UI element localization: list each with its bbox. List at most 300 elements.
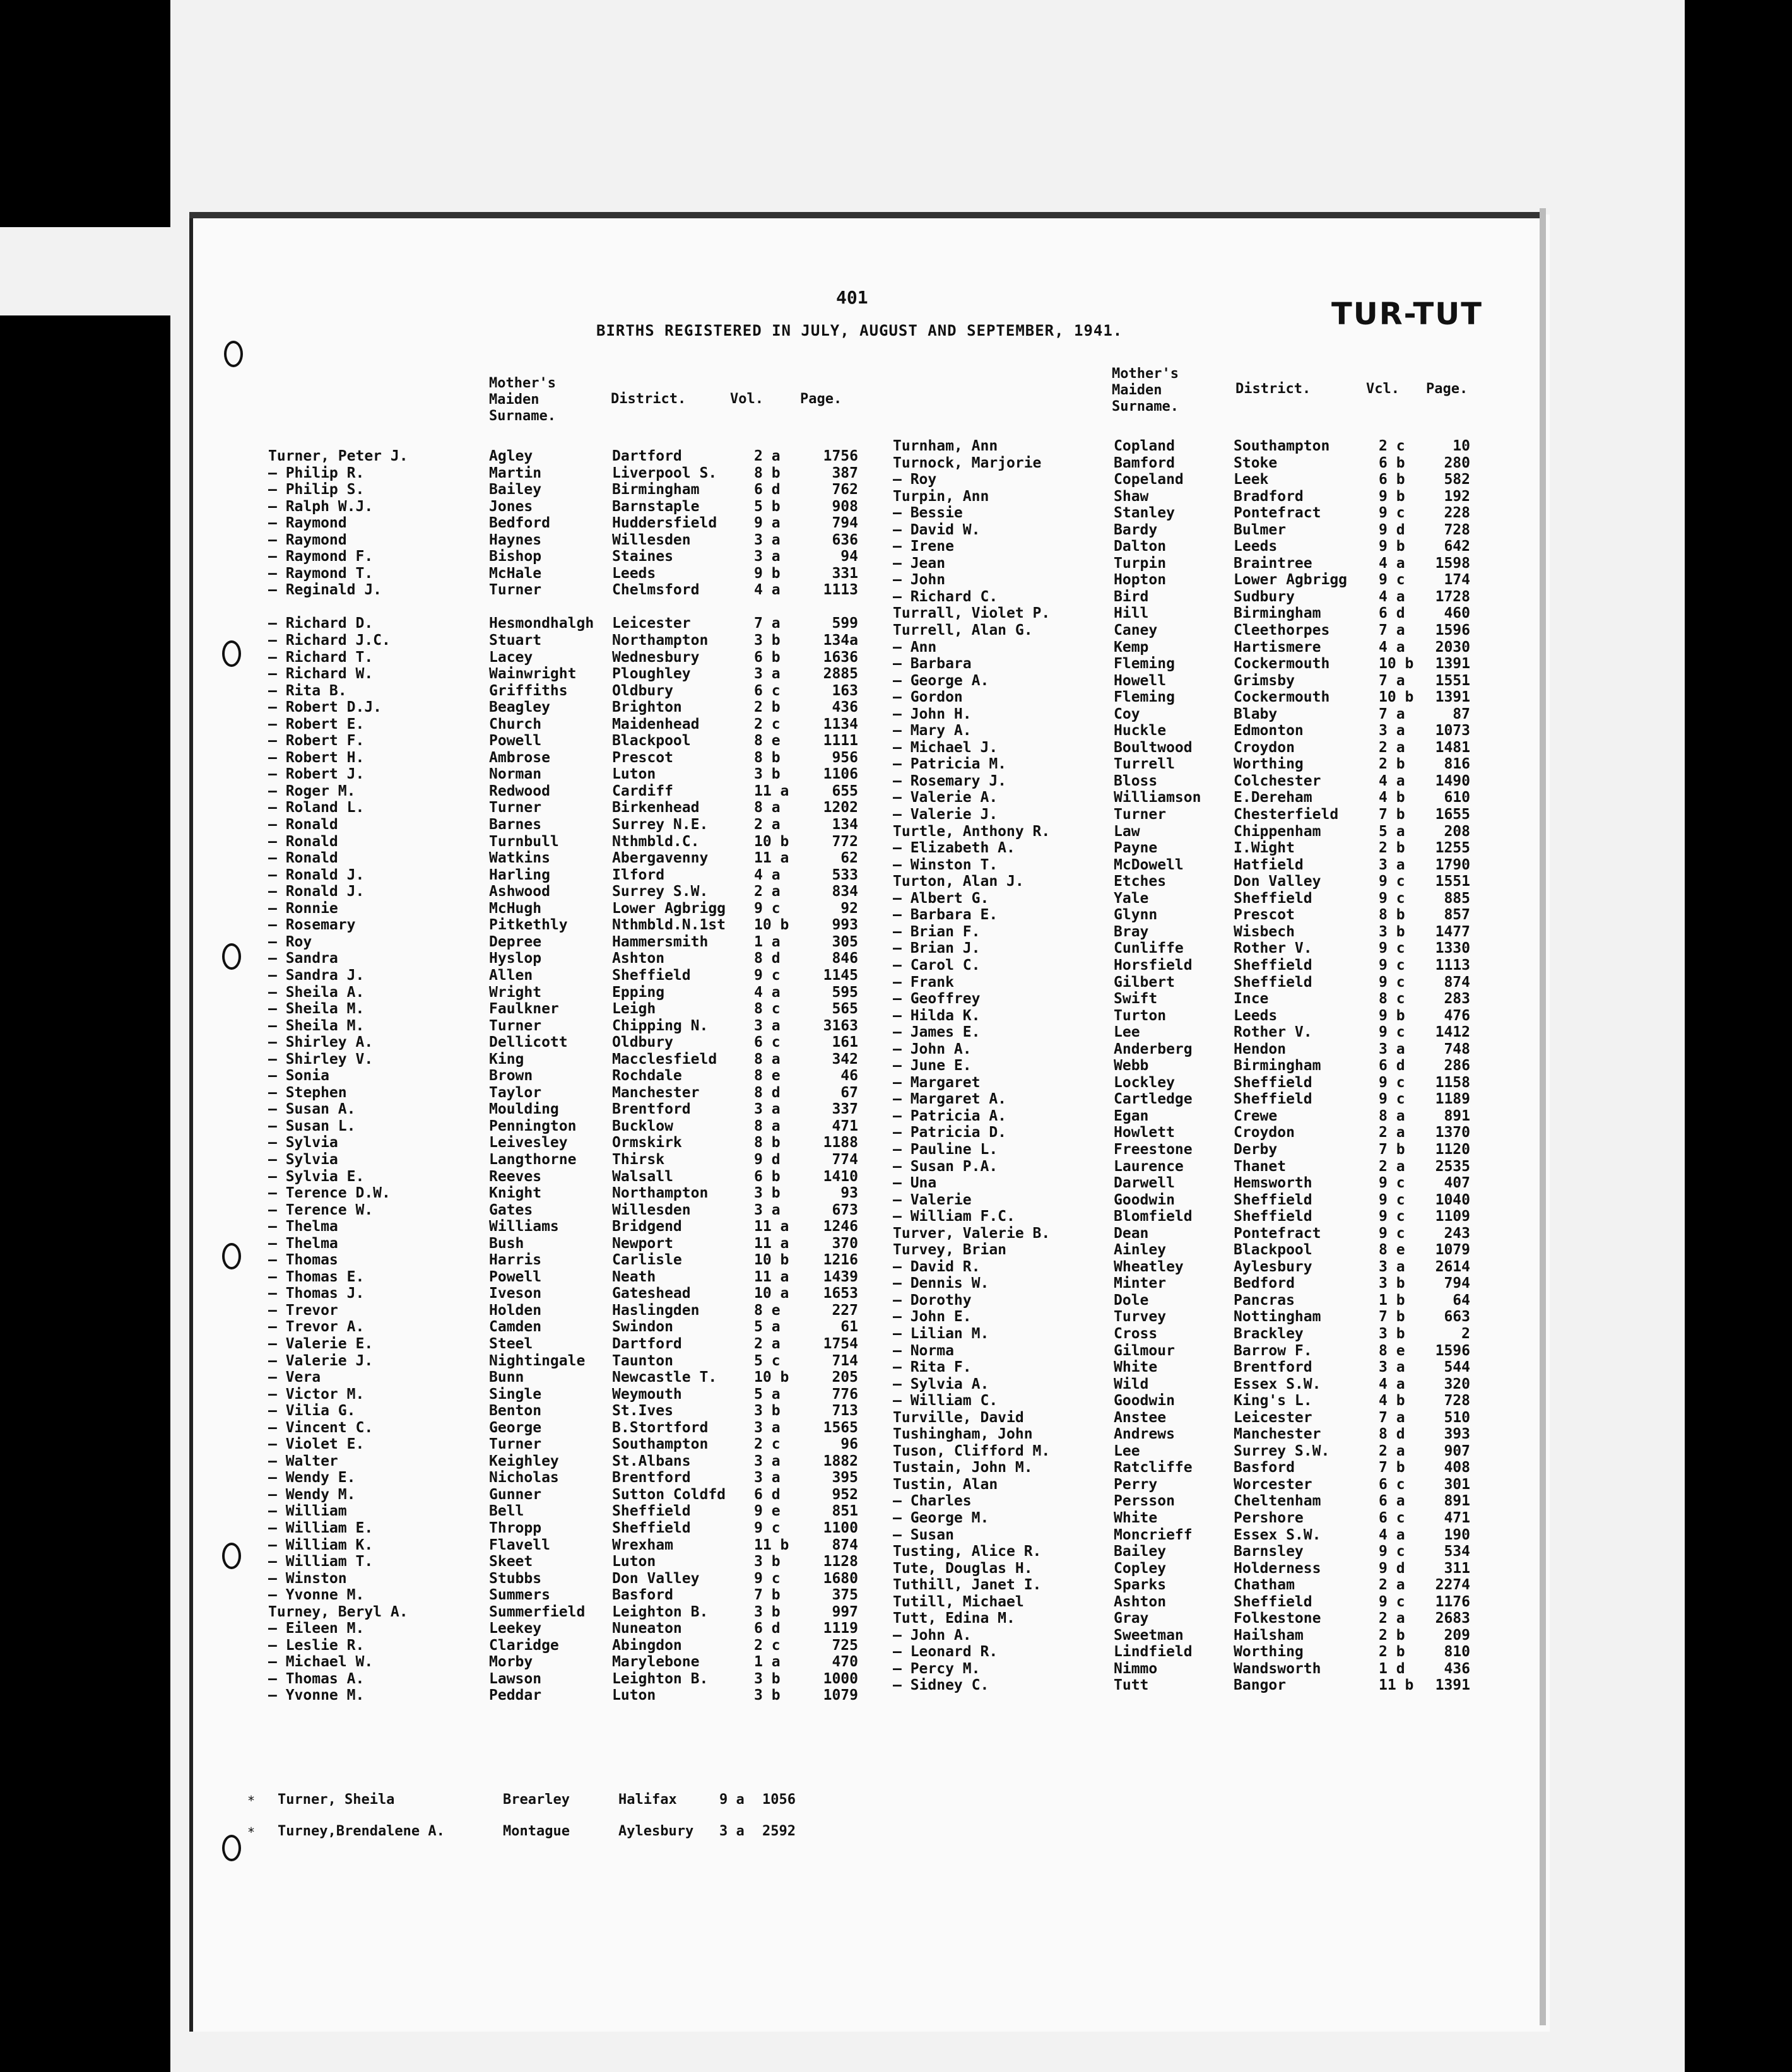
- entry-row: [268, 883, 858, 900]
- entry-name: — Wendy E.: [268, 1469, 356, 1486]
- entry-vol: 7 a: [1379, 622, 1405, 639]
- scan-edge: [0, 227, 170, 315]
- entry-vol: 7 b: [1379, 1141, 1405, 1158]
- entry-vol: 6 b: [754, 1168, 781, 1185]
- entry-page: 857: [1444, 907, 1470, 924]
- entry-vol: 8 b: [754, 464, 781, 481]
- entry-district: Hatfield: [1234, 856, 1304, 873]
- entry-vol: 7 a: [754, 615, 781, 632]
- entry-row: [268, 1403, 858, 1420]
- entry-vol: 3 b: [754, 1603, 781, 1620]
- entry-name: — Valerie A.: [893, 789, 998, 806]
- entry-vol: 2 b: [754, 699, 781, 716]
- entry-row: [893, 673, 1470, 690]
- entry-district: Surrey S.W.: [612, 883, 709, 900]
- entry-page: 891: [1444, 1493, 1470, 1510]
- entry-mother: Turner: [489, 1017, 542, 1034]
- entry-mother: Watkins: [489, 850, 550, 867]
- entry-page: 1882: [823, 1452, 858, 1469]
- entry-vol: 2 a: [1379, 1442, 1405, 1459]
- entry-vol: 7 b: [1379, 1309, 1405, 1326]
- entry-page: 320: [1444, 1375, 1470, 1392]
- entry-page: 243: [1444, 1225, 1470, 1242]
- entry-row: [268, 1118, 858, 1135]
- entry-name: — John A.: [893, 1040, 972, 1057]
- entry-row: [268, 716, 858, 733]
- entry-page: 1598: [1435, 555, 1470, 572]
- entry-row: [268, 1252, 858, 1269]
- entry-mother: Camden: [489, 1319, 542, 1336]
- entry-page: 2592: [762, 1823, 796, 1839]
- entry-page: 774: [832, 1151, 858, 1168]
- entry-page: 375: [832, 1587, 858, 1604]
- entry-row: [893, 471, 1470, 488]
- entry-vol: 7 b: [1379, 1459, 1405, 1476]
- entry-mother: Blomfield: [1114, 1208, 1193, 1225]
- entry-mother: Egan: [1114, 1107, 1149, 1124]
- entry-mother: Lacey: [489, 649, 533, 666]
- entry-name: Tuthill, Janet I.: [893, 1577, 1042, 1594]
- entry-vol: 1 a: [754, 933, 781, 950]
- entry-mother: Freestone: [1114, 1141, 1193, 1158]
- entry-page: 460: [1444, 605, 1470, 622]
- entry-name: — Ann: [893, 639, 937, 656]
- entry-name: — William F.C.: [893, 1208, 1015, 1225]
- entry-name: — Vilia G.: [268, 1403, 356, 1420]
- entry-name: Tusting, Alice R.: [893, 1543, 1042, 1560]
- entry-row: [268, 1503, 858, 1520]
- entry-name: — Philip R.: [268, 464, 365, 481]
- entry-row: [268, 632, 858, 649]
- entry-row: [893, 873, 1470, 890]
- entry-name: — Ralph W.J.: [268, 498, 374, 515]
- entry-mother: Anstee: [1114, 1409, 1167, 1426]
- entry-district: Luton: [612, 1553, 656, 1570]
- entry-page: 87: [1453, 705, 1470, 722]
- entry-mother: Turner: [489, 1436, 542, 1453]
- entry-mother: Griffiths: [489, 682, 568, 699]
- entry-district: Basford: [612, 1587, 673, 1604]
- entry-row: [268, 833, 858, 851]
- entry-row: [893, 1292, 1470, 1309]
- entry-vol: 3 a: [754, 1201, 781, 1218]
- entry-mother: Coy: [1114, 705, 1140, 722]
- entry-district: Leek: [1234, 471, 1269, 488]
- entry-row: [268, 1386, 858, 1403]
- entry-mother: White: [1114, 1359, 1158, 1376]
- entry-vol: 2 b: [1379, 840, 1405, 857]
- entry-mother: Anderberg: [1114, 1040, 1193, 1057]
- entry-mother: Nicholas: [489, 1469, 559, 1486]
- entry-page: 874: [832, 1536, 858, 1553]
- entry-district: Rochdale: [612, 1068, 682, 1085]
- entry-mother: Dalton: [1114, 538, 1167, 555]
- entry-name: — Robert D.J.: [268, 699, 382, 716]
- entry-district: Sheffield: [1234, 890, 1312, 907]
- entry-page: 1680: [823, 1570, 858, 1587]
- entry-district: Walsall: [612, 1168, 673, 1185]
- entry-page: 283: [1444, 991, 1470, 1008]
- entry-mother: Harris: [489, 1252, 542, 1269]
- entry-vol: 4 a: [1379, 588, 1405, 605]
- entry-mother: Turnbull: [489, 833, 559, 850]
- entry-row: [893, 1594, 1470, 1611]
- entry-district: Wrexham: [612, 1536, 673, 1553]
- entry-mother: Jones: [489, 498, 533, 515]
- entry-page: 874: [1444, 974, 1470, 991]
- entry-mother: Horsfield: [1114, 957, 1193, 974]
- entry-vol: 3 b: [754, 1185, 781, 1202]
- entry-mother: Allen: [489, 967, 533, 984]
- asterisk-marker: *: [247, 1793, 256, 1808]
- entry-vol: 3 a: [1379, 1359, 1405, 1376]
- entry-district: Blackpool: [612, 733, 691, 750]
- entry-district: Barnstaple: [612, 498, 700, 515]
- entry-row: [268, 950, 858, 967]
- entry-mother: Bell: [489, 1503, 524, 1520]
- entry-district: Southampton: [1234, 438, 1330, 454]
- entry-page: 599: [832, 615, 858, 632]
- entry-name: — George M.: [893, 1510, 989, 1526]
- entry-row: [268, 1687, 858, 1704]
- entry-row: [268, 1420, 858, 1437]
- entry-vol: 6 b: [1379, 454, 1405, 471]
- entry-district: Brentford: [612, 1101, 691, 1118]
- entry-row: [893, 857, 1470, 874]
- entry-row: [893, 974, 1470, 991]
- entry-name: Turville, David: [893, 1409, 1024, 1426]
- entry-mother: Payne: [1114, 840, 1158, 857]
- entry-page: 1113: [1435, 957, 1470, 974]
- entry-mother: Single: [489, 1386, 542, 1403]
- entry-page: 907: [1444, 1442, 1470, 1459]
- entry-name: — John A.: [893, 1627, 972, 1644]
- entry-name: — Lilian M.: [893, 1325, 989, 1342]
- header-vol: Vol.: [730, 391, 763, 407]
- entry-name: — John H.: [893, 705, 972, 722]
- entry-row: [268, 699, 858, 716]
- entry-vol: 6 c: [1379, 1510, 1405, 1526]
- entry-district: Croydon: [1234, 1124, 1295, 1141]
- entry-district: Bucklow: [612, 1117, 673, 1134]
- entry-mother: Wheatley: [1114, 1258, 1184, 1275]
- addendum-row: [278, 1792, 858, 1811]
- entry-vol: 3 a: [1379, 1258, 1405, 1275]
- entry-mother: Fleming: [1114, 656, 1175, 673]
- entry-vol: 8 a: [754, 1051, 781, 1068]
- entry-row: [268, 1671, 858, 1688]
- entry-page: 1106: [823, 766, 858, 783]
- entry-district: Pontefract: [1234, 505, 1321, 522]
- entry-district: Aylesbury: [1234, 1258, 1312, 1275]
- entry-mother: McHale: [489, 565, 542, 582]
- entry-district: Lower Agbrigg: [1234, 572, 1348, 589]
- entry-district: Maidenhead: [612, 715, 700, 733]
- entry-vol: 10 b: [1379, 656, 1414, 673]
- entry-page: 286: [1444, 1057, 1470, 1074]
- entry-row: [893, 1259, 1470, 1276]
- entry-vol: 8 b: [1379, 907, 1405, 924]
- entry-row: [268, 532, 858, 549]
- entry-row: [268, 1353, 858, 1370]
- entry-district: Marylebone: [612, 1654, 700, 1671]
- entry-district: Weymouth: [612, 1386, 682, 1403]
- entry-page: 1079: [823, 1687, 858, 1704]
- entry-name: — Rosemary J.: [893, 772, 1007, 789]
- header-mothers-maiden-right: Mother's Maiden Surname.: [1112, 366, 1179, 415]
- entry-name: — Richard J.C.: [268, 632, 391, 649]
- entry-row: [268, 967, 858, 984]
- entry-page: 2885: [823, 666, 858, 683]
- entry-vol: 9 a: [754, 515, 781, 532]
- entry-row: [268, 934, 858, 951]
- entry-name: — Dennis W.: [893, 1275, 989, 1292]
- entry-row: [268, 1134, 858, 1151]
- entry-vol: 4 b: [1379, 789, 1405, 806]
- entry-district: Chatham: [1234, 1577, 1295, 1594]
- entry-row: [268, 498, 858, 515]
- entry-row: [893, 1459, 1470, 1476]
- entry-district: Worthing: [1234, 1644, 1304, 1661]
- entry-name: — Valerie: [893, 1191, 972, 1208]
- entry-row: [893, 639, 1470, 656]
- entry-vol: 8 b: [754, 1134, 781, 1151]
- entry-vol: 1 b: [1379, 1292, 1405, 1309]
- entry-name: — William: [268, 1503, 347, 1520]
- entry-vol: 9 c: [754, 967, 781, 984]
- entry-vol: 4 a: [1379, 639, 1405, 656]
- entry-row: [893, 1493, 1470, 1510]
- entry-name: — Roland L.: [268, 799, 365, 816]
- entry-district: Leicester: [1234, 1409, 1312, 1426]
- entry-vol: 2 a: [1379, 1577, 1405, 1594]
- entry-mother: Hesmondhalgh: [489, 615, 594, 632]
- entry-page: 673: [832, 1201, 858, 1218]
- entry-page: 728: [1444, 1392, 1470, 1410]
- entry-vol: 6 c: [754, 682, 781, 699]
- entry-row: [268, 1453, 858, 1470]
- entry-mother: Darwell: [1114, 1175, 1175, 1192]
- entry-mother: Turton: [1114, 1007, 1167, 1024]
- entry-district: Chelmsford: [612, 582, 700, 599]
- entry-vol: 3 b: [754, 1687, 781, 1704]
- entry-district: Leighton B.: [612, 1603, 709, 1620]
- entry-row: [893, 522, 1470, 539]
- entry-district: Haslingden: [612, 1302, 700, 1319]
- entry-mother: Moulding: [489, 1101, 559, 1118]
- entry-name: — Sylvia A.: [893, 1375, 989, 1392]
- entry-district: Northampton: [612, 632, 709, 649]
- entry-row: [268, 1218, 858, 1235]
- entry-page: 1565: [823, 1419, 858, 1436]
- entry-vol: 9 c: [1379, 974, 1405, 991]
- entry-mother: George: [489, 1419, 542, 1436]
- entry-page: 1439: [823, 1268, 858, 1285]
- entry-district: Luton: [612, 766, 656, 783]
- entry-row: [893, 538, 1470, 555]
- entry-vol: 9 d: [1379, 521, 1405, 538]
- entry-row: [893, 572, 1470, 589]
- entry-name: — Leslie R.: [268, 1637, 365, 1654]
- entry-vol: 6 c: [1379, 1476, 1405, 1493]
- entry-row: [893, 622, 1470, 639]
- entry-row: [268, 1068, 858, 1085]
- entry-page: 1412: [1435, 1024, 1470, 1041]
- entry-page: 227: [832, 1302, 858, 1319]
- entry-name: Turney, Beryl A.: [268, 1603, 408, 1620]
- entry-vol: 10 b: [754, 1252, 789, 1269]
- entry-page: 725: [832, 1637, 858, 1654]
- entry-name: — Roy: [893, 471, 937, 488]
- entry-name: Tutill, Michael: [893, 1593, 1024, 1610]
- entry-vol: 9 a: [719, 1792, 745, 1808]
- entry-vol: 2 b: [1379, 1627, 1405, 1644]
- entry-vol: 3 a: [754, 1419, 781, 1436]
- entry-district: Leeds: [612, 565, 656, 582]
- entry-page: 1079: [1435, 1242, 1470, 1259]
- entry-row: [893, 1124, 1470, 1141]
- entry-vol: 4 a: [1379, 772, 1405, 789]
- entry-page: 728: [1444, 521, 1470, 538]
- entry-row: [893, 1510, 1470, 1527]
- entry-district: Leicester: [612, 615, 691, 632]
- entry-page: 776: [832, 1386, 858, 1403]
- entry-name: — Shirley V.: [268, 1051, 374, 1068]
- entry-row: [268, 816, 858, 833]
- entry-district: St.Albans: [612, 1452, 691, 1469]
- entry-mother: Lindfield: [1114, 1644, 1193, 1661]
- entry-page: 1202: [823, 799, 858, 816]
- entry-row: [268, 1637, 858, 1654]
- entry-mother: Huckle: [1114, 722, 1167, 739]
- entry-mother: Claridge: [489, 1637, 559, 1654]
- entry-name: — Albert G.: [893, 890, 989, 907]
- entry-name: — Eileen M.: [268, 1620, 365, 1637]
- entry-mother: McHugh: [489, 900, 542, 917]
- entry-page: 642: [1444, 538, 1470, 555]
- entry-mother: Summers: [489, 1587, 550, 1604]
- entry-district: Bradford: [1234, 488, 1304, 505]
- entry-page: 64: [1453, 1292, 1470, 1309]
- entry-page: 370: [832, 1235, 858, 1252]
- entry-row: [268, 1336, 858, 1353]
- entry-vol: 8 e: [754, 733, 781, 750]
- entry-row: [268, 448, 858, 465]
- entry-mother: Ratcliffe: [1114, 1459, 1193, 1476]
- entry-district: Hammersmith: [612, 933, 709, 950]
- entry-name: — Sheila A.: [268, 984, 365, 1001]
- entry-row: [893, 1326, 1470, 1343]
- entry-name: — William T.: [268, 1553, 374, 1570]
- entry-name: — Barbara: [893, 656, 972, 673]
- entry-row: [268, 1537, 858, 1554]
- entry-name: — Ronald: [268, 833, 338, 850]
- entry-name: — Richard T.: [268, 649, 374, 666]
- entry-page: 311: [1444, 1560, 1470, 1577]
- entry-vol: 8 e: [754, 1302, 781, 1319]
- entry-vol: 3 b: [1379, 923, 1405, 940]
- entry-page: 1477: [1435, 923, 1470, 940]
- entry-district: St.Ives: [612, 1403, 673, 1420]
- entry-name: — Ronald J.: [268, 883, 365, 900]
- entry-mother: Depree: [489, 933, 542, 950]
- entry-district: Liverpool S.: [612, 464, 717, 481]
- entry-row: [893, 1192, 1470, 1209]
- entry-vol: 9 c: [1379, 572, 1405, 589]
- entry-name: — Susan P.A.: [893, 1158, 998, 1175]
- entry-row: [893, 1208, 1470, 1225]
- entry-vol: 5 a: [1379, 823, 1405, 840]
- entry-mother: Wild: [1114, 1375, 1149, 1392]
- entry-mother: Cartledge: [1114, 1091, 1193, 1108]
- entry-row: [268, 1520, 858, 1537]
- entry-page: 1246: [823, 1218, 858, 1235]
- entry-vol: 8 b: [754, 749, 781, 766]
- entry-row: [893, 1627, 1470, 1644]
- entry-page: 67: [840, 1084, 858, 1101]
- entry-name: — Sonia: [268, 1068, 329, 1085]
- entry-page: 1596: [1435, 1342, 1470, 1359]
- entry-mother: Taylor: [489, 1084, 542, 1101]
- entry-district: Braintree: [1234, 555, 1312, 572]
- entry-page: 62: [840, 850, 858, 867]
- entry-row: [268, 1469, 858, 1486]
- entry-page: 510: [1444, 1409, 1470, 1426]
- entry-mother: Bunn: [489, 1369, 524, 1386]
- entry-district: Dartford: [612, 448, 682, 464]
- entry-district: E.Dereham: [1234, 789, 1312, 806]
- entry-mother: Bray: [1114, 923, 1149, 940]
- entry-name: — Una: [893, 1175, 937, 1192]
- entry-page: 1255: [1435, 840, 1470, 857]
- entry-row: [893, 823, 1470, 840]
- entry-vol: 8 e: [754, 1068, 781, 1085]
- entry-district: Worthing: [1234, 756, 1304, 773]
- entry-district: B.Stortford: [612, 1419, 709, 1436]
- entry-district: Croydon: [1234, 739, 1295, 756]
- entry-district: Thirsk: [612, 1151, 665, 1168]
- entry-mother: Church: [489, 715, 542, 733]
- entry-row: [268, 1168, 858, 1186]
- entry-page: 280: [1444, 454, 1470, 471]
- entry-mother: Bailey: [489, 481, 542, 498]
- entry-district: Aylesbury: [618, 1823, 694, 1839]
- entry-page: 2274: [1435, 1577, 1470, 1594]
- entry-name: Turnock, Marjorie: [893, 454, 1042, 471]
- entry-name: — Robert J.: [268, 766, 365, 783]
- entry-district: Derby: [1234, 1141, 1278, 1158]
- left-column: [268, 448, 858, 1704]
- entry-district: Essex S.W.: [1234, 1526, 1321, 1543]
- right-column: [893, 438, 1470, 1694]
- entry-mother: Etches: [1114, 873, 1167, 890]
- entry-vol: 9 c: [1379, 1024, 1405, 1041]
- entry-name: — Valerie E.: [268, 1335, 374, 1352]
- entry-vol: 2 b: [1379, 756, 1405, 773]
- binding-hole-icon: [222, 1543, 241, 1569]
- entry-name: — Yvonne M.: [268, 1687, 365, 1704]
- entry-vol: 9 c: [1379, 957, 1405, 974]
- entry-row: [893, 438, 1470, 455]
- entry-district: Basford: [1234, 1459, 1295, 1476]
- entry-name: — William K.: [268, 1536, 374, 1553]
- entry-page: 408: [1444, 1459, 1470, 1476]
- entry-district: Nthmbld.C.: [612, 833, 700, 850]
- entry-page: 134a: [823, 632, 858, 649]
- entry-vol: 8 a: [754, 799, 781, 816]
- entry-district: Birmingham: [1234, 605, 1321, 622]
- entry-district: Prescot: [612, 749, 673, 766]
